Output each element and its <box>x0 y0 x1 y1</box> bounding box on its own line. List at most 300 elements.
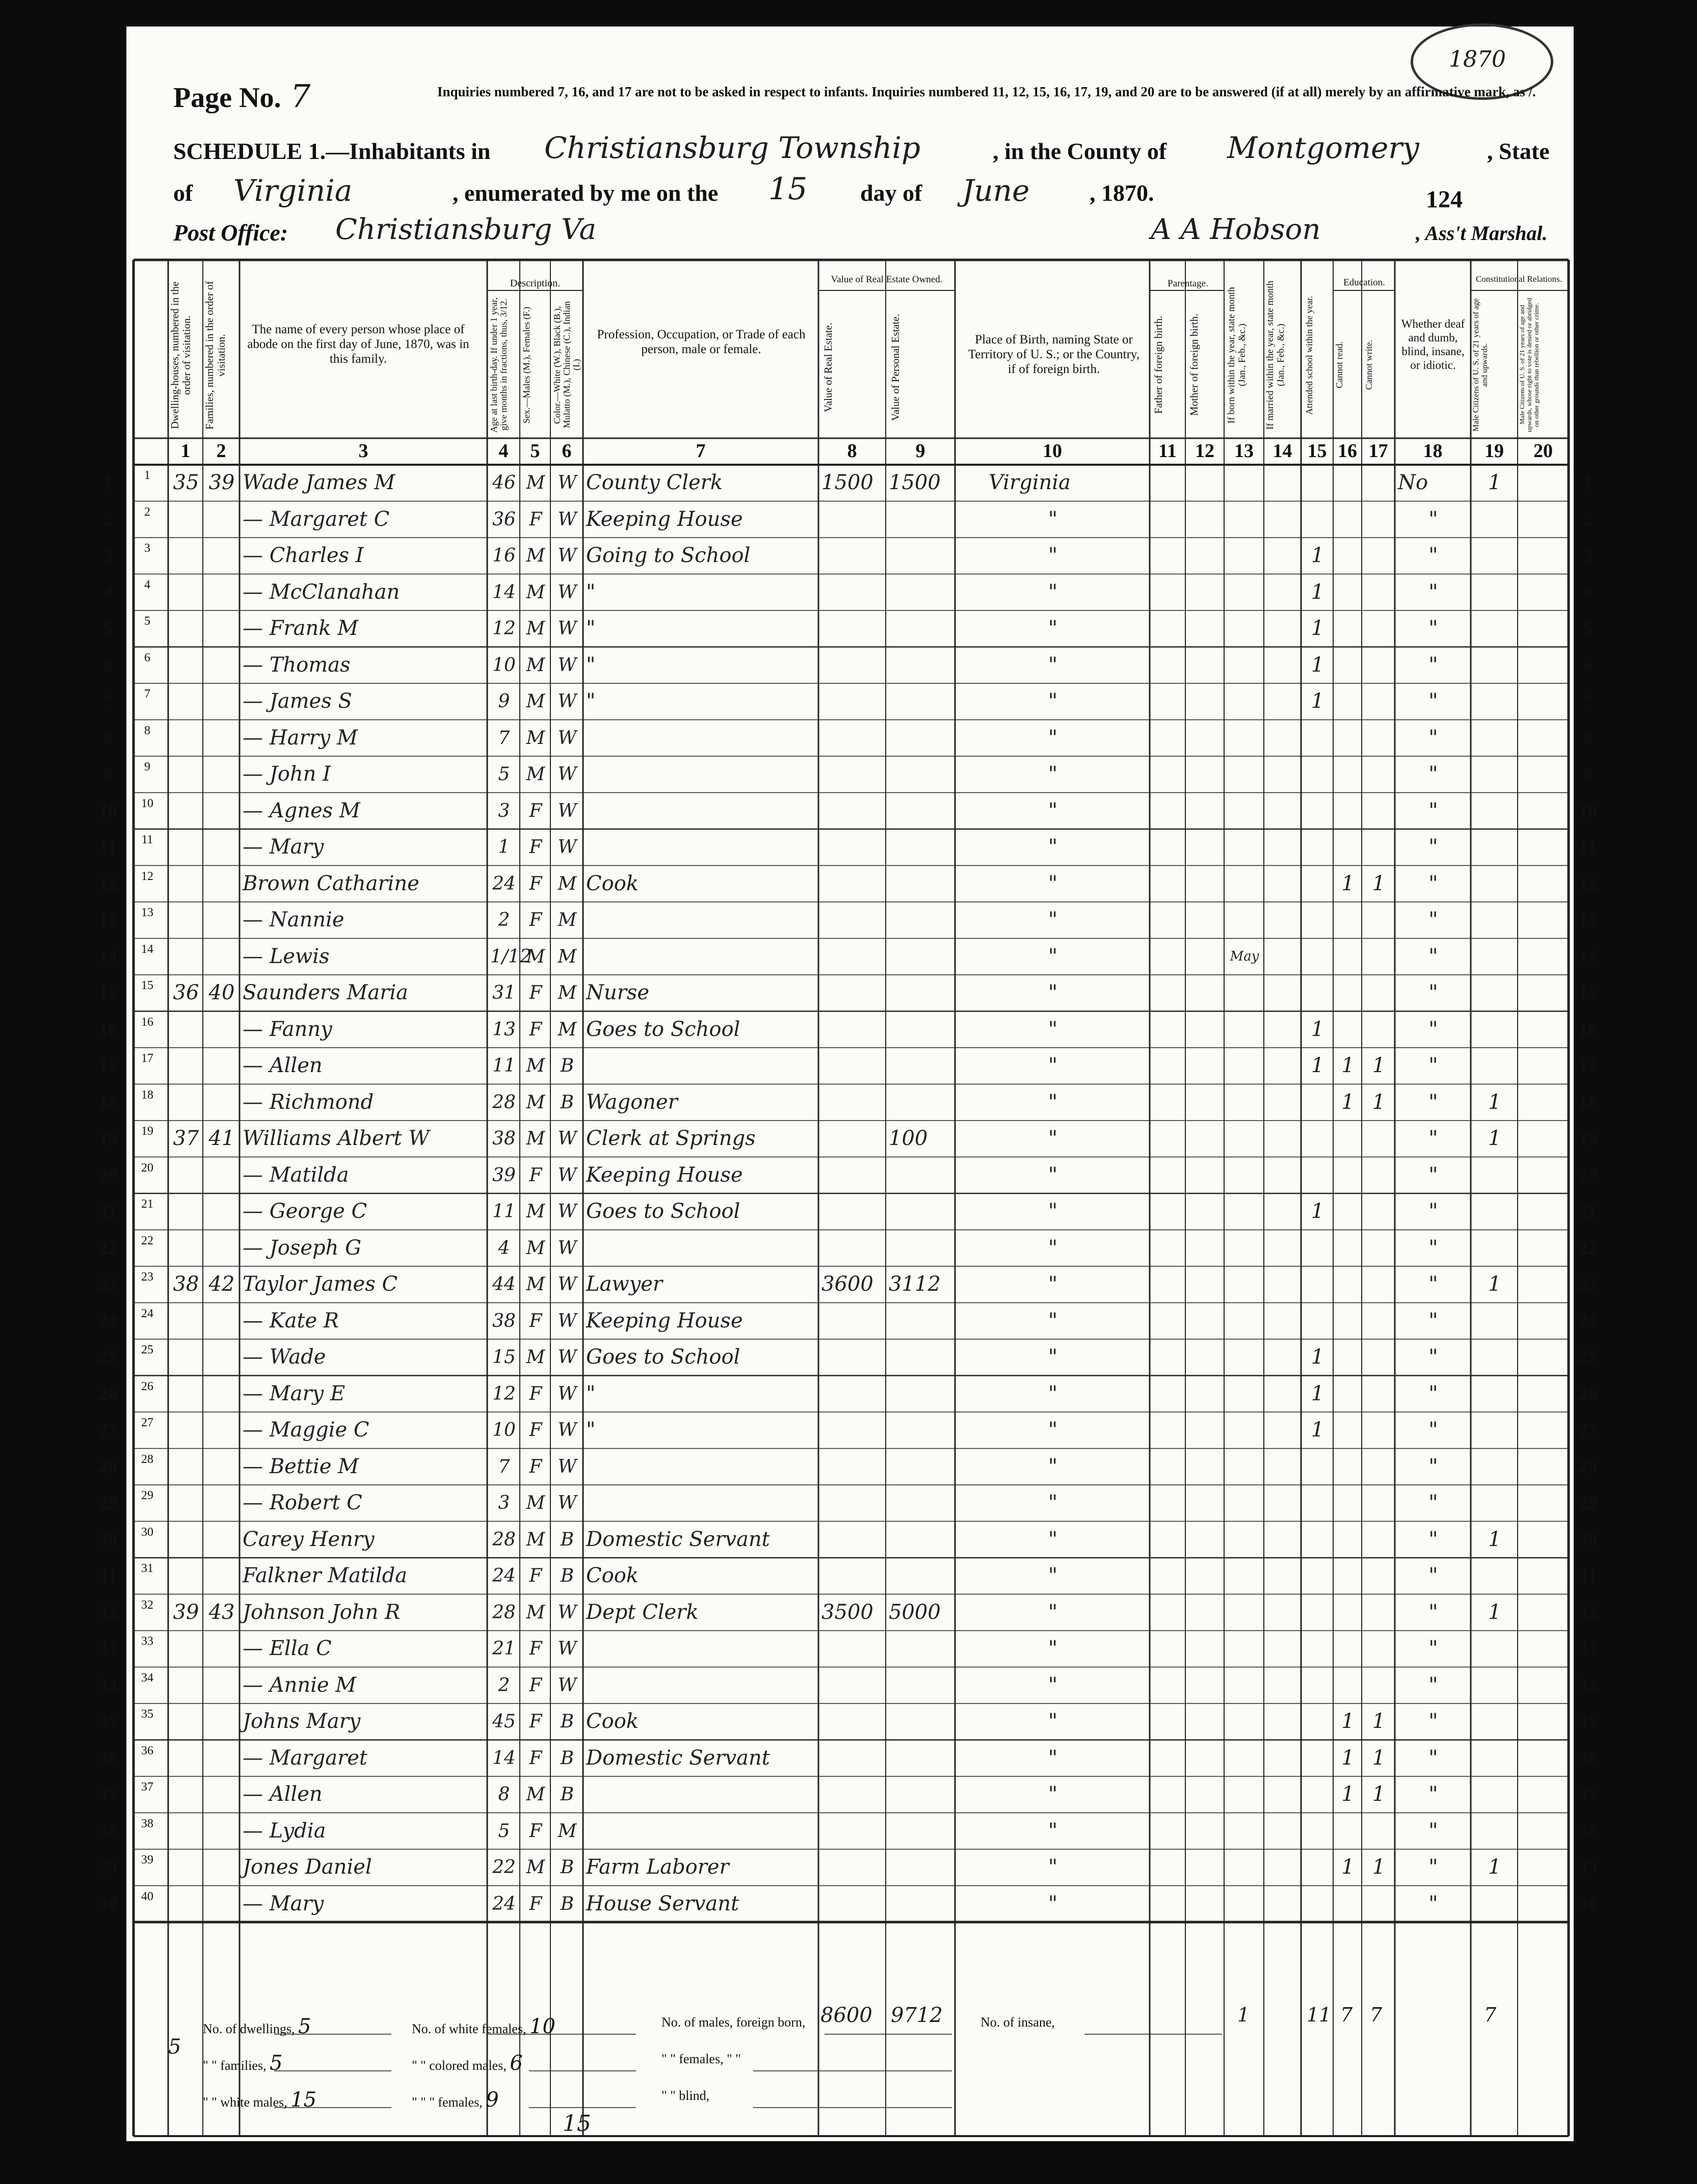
birthplace-cell: " <box>1048 617 1058 640</box>
sex-cell: M <box>526 1857 545 1878</box>
name-cell: — Kate R <box>243 1309 339 1333</box>
birthplace-cell: " <box>1048 835 1058 859</box>
age-cell: 36 <box>492 509 516 530</box>
color-cell: W <box>558 472 577 493</box>
white-females-value: 10 <box>529 2015 555 2038</box>
sex-cell: M <box>526 545 545 566</box>
col-head-18: Whether deaf and dumb, blind, insane, or idiotic. <box>1401 317 1465 371</box>
age-cell: 3 <box>498 1493 510 1513</box>
deaf-cell: " <box>1428 580 1438 604</box>
color-cell: M <box>558 1820 577 1842</box>
column-number-8: 8 <box>847 440 857 462</box>
line-number-small: 36 <box>141 1744 153 1757</box>
marshal-name: A A Hobson <box>1151 213 1321 246</box>
line-number-right: 34 <box>1579 1674 1597 1695</box>
col-head-2: Families, numbered in the order of visitation. <box>203 281 227 430</box>
deaf-cell: " <box>1428 1855 1438 1879</box>
occupation-cell: Goes to School <box>586 1200 740 1223</box>
line-number-right: 23 <box>1579 1274 1597 1294</box>
sex-cell: M <box>526 691 545 712</box>
line-number-right: 12 <box>1579 873 1597 894</box>
white-males-value: 15 <box>290 2088 317 2112</box>
name-cell: — Lewis <box>243 944 330 968</box>
age-cell: 38 <box>492 1128 516 1149</box>
color-cell: W <box>558 509 577 530</box>
occupation-cell: Keeping House <box>586 507 743 531</box>
deaf-cell: " <box>1428 1892 1438 1915</box>
column-number-3: 3 <box>358 440 368 462</box>
birthplace-cell: " <box>1048 1637 1058 1660</box>
stamp-text: 1870 <box>1449 46 1506 72</box>
column-number-16: 16 <box>1338 440 1357 462</box>
line-number-small: 16 <box>141 1015 153 1029</box>
sex-cell: F <box>529 800 542 821</box>
schedule-label: SCHEDULE 1.—Inhabitants in <box>173 138 491 164</box>
line-number-right: 1 <box>1583 472 1593 493</box>
sex-cell: F <box>529 1674 542 1696</box>
color-cell: M <box>558 946 577 967</box>
birthplace-cell: " <box>1048 1855 1058 1879</box>
name-cell: — Mary <box>243 835 324 859</box>
post-office-label: Post Office: <box>173 220 288 246</box>
name-cell: — Allen <box>243 1054 323 1077</box>
birthplace-cell: " <box>1048 689 1058 713</box>
deaf-cell: " <box>1428 762 1438 786</box>
line-number-left: 16 <box>99 1019 117 1040</box>
sex-cell: F <box>529 1164 542 1186</box>
column-number-9: 9 <box>915 440 925 462</box>
line-number-left: 21 <box>99 1201 117 1221</box>
birthplace-cell: " <box>1048 1491 1058 1514</box>
line-number-left: 9 <box>103 764 113 784</box>
name-cell: — Margaret <box>243 1746 367 1770</box>
color-cell: M <box>558 1019 577 1040</box>
line-number-right: 3 <box>1583 545 1593 566</box>
line-number-small: 22 <box>141 1234 153 1247</box>
color-cell: W <box>558 1164 577 1186</box>
name-cell: — Frank M <box>243 617 359 640</box>
line-number-left: 8 <box>103 727 113 748</box>
deaf-cell: " <box>1428 1710 1438 1733</box>
age-cell: 45 <box>492 1711 516 1732</box>
name-cell: — Maggie C <box>243 1418 369 1442</box>
birthplace-cell: " <box>1048 1090 1058 1114</box>
column-number-6: 6 <box>562 440 572 462</box>
real-estate-cell: 3600 <box>821 1272 873 1296</box>
deaf-cell: " <box>1428 1381 1438 1405</box>
families-value: 5 <box>269 2052 283 2075</box>
deaf-cell: " <box>1428 1564 1438 1587</box>
footer-colored-males <box>412 2052 523 2075</box>
age-cell: 14 <box>492 581 516 603</box>
personal-estate-cell: 1500 <box>889 471 941 494</box>
footer-white-males <box>203 2088 316 2112</box>
line-number-small: 18 <box>141 1088 153 1102</box>
color-cell: W <box>558 1420 577 1441</box>
sex-cell: F <box>529 1456 542 1477</box>
marshal-label: , Ass't Marshal. <box>1416 222 1548 245</box>
deaf-cell: " <box>1428 1054 1438 1077</box>
line-number-small: 13 <box>141 906 153 919</box>
birthplace-cell: " <box>1048 1564 1058 1587</box>
footer-foreign-males <box>661 2015 805 2030</box>
deaf-cell: " <box>1428 1127 1438 1150</box>
sex-cell: F <box>529 1019 542 1040</box>
occupation-cell: " <box>586 1381 596 1405</box>
family-cell: 43 <box>208 1600 235 1624</box>
line-number-right: 16 <box>1579 1019 1597 1040</box>
white-females-label: No. of white females, <box>412 2021 526 2036</box>
line-number-left: 27 <box>99 1420 117 1440</box>
year-label: , 1870. <box>1090 180 1154 206</box>
school-cell: 1 <box>1311 1381 1324 1405</box>
deaf-cell: " <box>1428 871 1438 895</box>
state-field: Virginia <box>233 173 353 208</box>
age-cell: 24 <box>492 873 516 894</box>
deaf-cell: " <box>1428 617 1438 640</box>
real-estate-cell: 3500 <box>821 1600 873 1624</box>
color-cell: W <box>558 618 577 639</box>
occupation-cell: Keeping House <box>586 1309 743 1333</box>
line-number-left: 13 <box>99 910 117 930</box>
line-number-right: 27 <box>1579 1420 1597 1440</box>
occupation-cell: Farm Laborer <box>586 1855 729 1879</box>
dwellings-value: 5 <box>298 2015 311 2038</box>
sex-cell: F <box>529 1310 542 1331</box>
line-number-right: 19 <box>1579 1128 1597 1149</box>
age-cell: 15 <box>492 1347 516 1368</box>
total-citizens: 7 <box>1484 2004 1497 2026</box>
line-number-left: 24 <box>99 1310 117 1331</box>
cannot-read-cell: 1 <box>1341 871 1355 895</box>
page-label: Page No. <box>173 82 281 114</box>
deaf-cell: " <box>1428 689 1438 713</box>
line-number-right: 37 <box>1579 1784 1597 1804</box>
name-cell: Williams Albert W <box>243 1127 430 1150</box>
cannot-write-cell: 1 <box>1372 871 1386 895</box>
line-number-small: 23 <box>141 1270 153 1284</box>
sex-cell: M <box>526 764 545 785</box>
line-number-small: 4 <box>144 578 150 592</box>
line-number-small: 9 <box>144 760 150 774</box>
line-number-right: 15 <box>1579 982 1597 1003</box>
col-head-6: Color.—White (W.), Black (B.), Mulatto (M.), Chinese (C.), Indian (I.) <box>552 301 581 429</box>
line-number-small: 32 <box>141 1598 153 1612</box>
name-cell: — Matilda <box>243 1163 349 1187</box>
birthplace-cell: " <box>1048 1345 1058 1369</box>
school-cell: 1 <box>1311 1418 1324 1442</box>
total-born-year: 1 <box>1237 2004 1250 2026</box>
age-cell: 28 <box>492 1529 516 1550</box>
cannot-write-cell: 1 <box>1372 1054 1386 1077</box>
age-cell: 4 <box>498 1237 510 1259</box>
school-cell: 1 <box>1311 1345 1324 1369</box>
colored-males-value: 6 <box>510 2052 523 2075</box>
cannot-read-cell: 1 <box>1341 1054 1355 1077</box>
line-number-right: 38 <box>1579 1820 1597 1841</box>
birthplace-cell: " <box>1048 653 1058 677</box>
birthplace-cell: " <box>1048 1600 1058 1624</box>
deaf-cell: " <box>1428 1090 1438 1114</box>
school-cell: 1 <box>1311 689 1324 713</box>
total-school: 11 <box>1307 2004 1332 2026</box>
col-head-1: Dwelling-houses, numbered in the order of visitation. <box>169 281 193 429</box>
sex-cell: M <box>526 946 545 967</box>
name-cell: — Thomas <box>243 653 351 677</box>
column-number-13: 13 <box>1234 440 1254 462</box>
name-cell: Taylor James C <box>243 1272 398 1296</box>
group-description: Description. <box>510 278 561 289</box>
age-cell: 39 <box>492 1164 516 1186</box>
line-number-left: 34 <box>99 1674 117 1695</box>
line-number-left: 20 <box>99 1164 117 1185</box>
sex-cell: M <box>526 727 545 749</box>
line-number-right: 8 <box>1583 727 1593 748</box>
col-head-15: Attended school within the year. <box>1304 296 1314 415</box>
birthplace-cell: " <box>1048 908 1058 931</box>
citizen-cell: 1 <box>1488 471 1501 494</box>
occupation-cell: " <box>586 653 596 677</box>
line-number-right: 20 <box>1579 1164 1597 1185</box>
line-number-left: 15 <box>99 982 117 1003</box>
line-number-left: 2 <box>103 509 113 529</box>
col-head-12: Mother of foreign birth. <box>1188 313 1200 416</box>
name-cell: — Allen <box>243 1782 323 1806</box>
group-value: Value of Real Estate Owned. <box>831 274 943 285</box>
school-cell: 1 <box>1311 653 1324 677</box>
dwelling-cell: 36 <box>173 981 199 1004</box>
col-head-13: If born within the year, state month (Jan., Feb., &c.) <box>1226 287 1248 423</box>
line-number-right: 2 <box>1583 509 1593 529</box>
sex-cell: F <box>529 1420 542 1441</box>
age-cell: 7 <box>498 1456 510 1477</box>
column-number-4: 4 <box>498 440 509 462</box>
occupation-cell: Goes to School <box>586 1345 740 1369</box>
age-cell: 46 <box>492 472 516 493</box>
line-number-small: 19 <box>141 1125 153 1138</box>
total-personal-estate: 9712 <box>891 2004 943 2027</box>
birthplace-cell: " <box>1048 580 1058 604</box>
margin-mark: 5 <box>168 2035 181 2059</box>
color-cell: B <box>560 1857 574 1878</box>
color-cell: M <box>558 982 577 1003</box>
line-number-small: 33 <box>141 1635 153 1648</box>
line-number-right: 22 <box>1579 1237 1597 1258</box>
name-cell: — Mary E <box>243 1381 346 1405</box>
line-number-left: 18 <box>99 1091 117 1112</box>
name-cell: — Joseph G <box>243 1236 362 1260</box>
birthplace-cell: " <box>1048 1892 1058 1915</box>
color-cell: B <box>560 1055 574 1076</box>
dwelling-cell: 35 <box>173 471 199 494</box>
line-number-left: 19 <box>99 1128 117 1149</box>
occupation-cell: " <box>586 617 596 640</box>
line-number-small: 28 <box>141 1452 153 1466</box>
age-cell: 1/12 <box>490 946 532 967</box>
line-number-left: 10 <box>99 800 117 821</box>
name-cell: Carey Henry <box>243 1527 375 1551</box>
name-cell: Brown Catharine <box>243 871 419 895</box>
color-cell: B <box>560 1565 574 1586</box>
color-cell: W <box>558 1383 577 1404</box>
col-head-14: If married within the year, state month (Jan., Feb., &c.) <box>1265 280 1286 430</box>
sex-cell: M <box>526 1347 545 1368</box>
name-cell: — Richmond <box>243 1090 374 1114</box>
line-number-small: 2 <box>144 505 150 519</box>
age-cell: 2 <box>498 1674 510 1696</box>
age-cell: 38 <box>492 1310 516 1331</box>
color-cell: M <box>558 910 577 930</box>
birthplace-cell: " <box>1048 726 1058 750</box>
group-parentage: Parentage. <box>1168 278 1208 289</box>
name-cell: — Wade <box>243 1345 326 1369</box>
age-cell: 44 <box>492 1274 516 1295</box>
col-head-16: Cannot read. <box>1334 341 1344 388</box>
col-head-11: Father of foreign birth. <box>1152 315 1164 414</box>
dwelling-cell: 37 <box>173 1127 199 1150</box>
occupation-cell: Going to School <box>586 544 751 567</box>
line-number-left: 4 <box>103 581 113 602</box>
personal-estate-cell: 3112 <box>889 1272 941 1296</box>
family-cell: 41 <box>208 1127 235 1150</box>
birthplace-cell: " <box>1048 798 1058 822</box>
birthplace-cell: " <box>1048 1309 1058 1333</box>
footer-white-females <box>412 2015 555 2038</box>
name-cell: Jones Daniel <box>243 1855 372 1879</box>
age-cell: 12 <box>492 618 516 639</box>
column-number-7: 7 <box>696 440 706 462</box>
line-number-right: 7 <box>1583 691 1593 711</box>
sex-cell: M <box>526 1493 545 1513</box>
line-number-left: 26 <box>99 1383 117 1404</box>
dwelling-cell: 39 <box>173 1600 199 1624</box>
birthplace-cell: " <box>1048 762 1058 786</box>
line-number-right: 29 <box>1579 1493 1597 1513</box>
birthplace-cell: " <box>1048 1710 1058 1733</box>
sex-cell: F <box>529 1638 542 1659</box>
sex-cell: M <box>526 472 545 493</box>
county-label: , in the County of <box>993 138 1167 164</box>
sex-cell: F <box>529 910 542 930</box>
deaf-cell: " <box>1428 1637 1438 1660</box>
name-cell: Wade James M <box>243 471 395 494</box>
line-number-right: 26 <box>1579 1383 1597 1404</box>
name-cell: — Agnes M <box>243 798 360 822</box>
name-cell: — Harry M <box>243 726 358 750</box>
deaf-cell: " <box>1428 798 1438 822</box>
occupation-cell: Goes to School <box>586 1017 740 1041</box>
birthplace-cell: " <box>1048 1673 1058 1697</box>
occupation-cell: Wagoner <box>586 1090 678 1114</box>
sex-cell: M <box>526 1128 545 1149</box>
deaf-cell: " <box>1428 1200 1438 1223</box>
line-number-left: 31 <box>99 1565 117 1586</box>
column-number-5: 5 <box>530 440 540 462</box>
line-number-right: 39 <box>1579 1857 1597 1877</box>
name-cell: Saunders Maria <box>243 981 408 1004</box>
birthplace-cell: " <box>1048 1746 1058 1770</box>
column-number-18: 18 <box>1423 440 1443 462</box>
footer-dwellings <box>203 2015 311 2038</box>
line-number-small: 20 <box>141 1161 153 1175</box>
deaf-cell: " <box>1428 908 1438 931</box>
family-cell: 42 <box>208 1272 235 1296</box>
line-number-small: 14 <box>141 942 153 956</box>
birthplace-cell: " <box>1048 1200 1058 1223</box>
sex-cell: F <box>529 509 542 530</box>
line-number-small: 7 <box>144 687 150 701</box>
color-cell: W <box>558 1310 577 1331</box>
name-cell: — Bettie M <box>243 1454 359 1478</box>
col-head-8: Value of Real Estate. <box>822 322 834 413</box>
age-cell: 2 <box>498 910 510 930</box>
age-cell: 24 <box>492 1893 516 1914</box>
cannot-read-cell: 1 <box>1341 1090 1355 1114</box>
line-number-right: 17 <box>1579 1055 1597 1076</box>
deaf-cell: " <box>1428 1017 1438 1041</box>
inquiries-notice: Inquiries numbered 7, 16, and 17 are not to be asked in respect to infants. Inquiries numbered 11, 12, 15, 16, 17, 19, and 20 are to be answered (if at all) merely by an affirmative mark, as /. <box>437 84 1536 99</box>
white-males-label: " " white males, <box>203 2095 287 2110</box>
age-cell: 8 <box>498 1784 510 1805</box>
stamped-number: 124 <box>1426 186 1463 213</box>
sex-cell: F <box>529 1820 542 1842</box>
col-head-9: Value of Personal Estate. <box>889 314 901 421</box>
column-number-1: 1 <box>180 440 191 462</box>
line-number-small: 15 <box>141 979 153 992</box>
females-label: " " females, " " <box>661 2052 741 2066</box>
cannot-read-cell: 1 <box>1341 1746 1355 1770</box>
line-number-small: 21 <box>141 1197 153 1211</box>
blind-label: " " blind, <box>661 2088 710 2103</box>
sex-cell: M <box>526 1201 545 1222</box>
name-cell: — Nannie <box>243 908 344 931</box>
birthplace-cell: " <box>1048 1054 1058 1077</box>
name-cell: — Mary <box>243 1892 324 1915</box>
total-cannot-read: 7 <box>1340 2004 1353 2026</box>
age-cell: 12 <box>492 1383 516 1404</box>
sex-cell: F <box>529 1711 542 1732</box>
occupation-cell: " <box>586 1418 596 1442</box>
line-number-small: 12 <box>141 869 153 883</box>
occupation-cell: " <box>586 689 596 713</box>
line-number-right: 36 <box>1579 1747 1597 1768</box>
cannot-write-cell: 1 <box>1372 1710 1386 1733</box>
day-field: 15 <box>768 171 808 207</box>
school-cell: 1 <box>1311 617 1324 640</box>
citizen-cell: 1 <box>1488 1600 1501 1624</box>
column-number-2: 2 <box>216 440 226 462</box>
sex-cell: F <box>529 1747 542 1769</box>
color-cell: W <box>558 1347 577 1368</box>
deaf-cell: " <box>1428 944 1438 968</box>
line-number-small: 1 <box>144 469 150 482</box>
column-number-12: 12 <box>1195 440 1214 462</box>
name-cell: Falkner Matilda <box>243 1564 408 1587</box>
col-head-17: Cannot write. <box>1364 340 1374 390</box>
county-field: Montgomery <box>1227 130 1419 165</box>
school-cell: 1 <box>1311 1054 1324 1077</box>
deaf-cell: " <box>1428 653 1438 677</box>
sex-cell: M <box>526 1091 545 1113</box>
line-number-small: 40 <box>141 1889 153 1903</box>
birthplace-cell: " <box>1048 507 1058 531</box>
month-field: June <box>962 173 1030 208</box>
col-head-3: The name of every person whose place of abode on the first day of June, 1870, was in this family. <box>247 323 469 366</box>
name-cell: Johnson John R <box>243 1600 401 1624</box>
birthplace-cell: " <box>1048 871 1058 895</box>
foreign-males-label: No. of males, foreign born, <box>661 2015 806 2030</box>
sex-cell: F <box>529 1893 542 1914</box>
